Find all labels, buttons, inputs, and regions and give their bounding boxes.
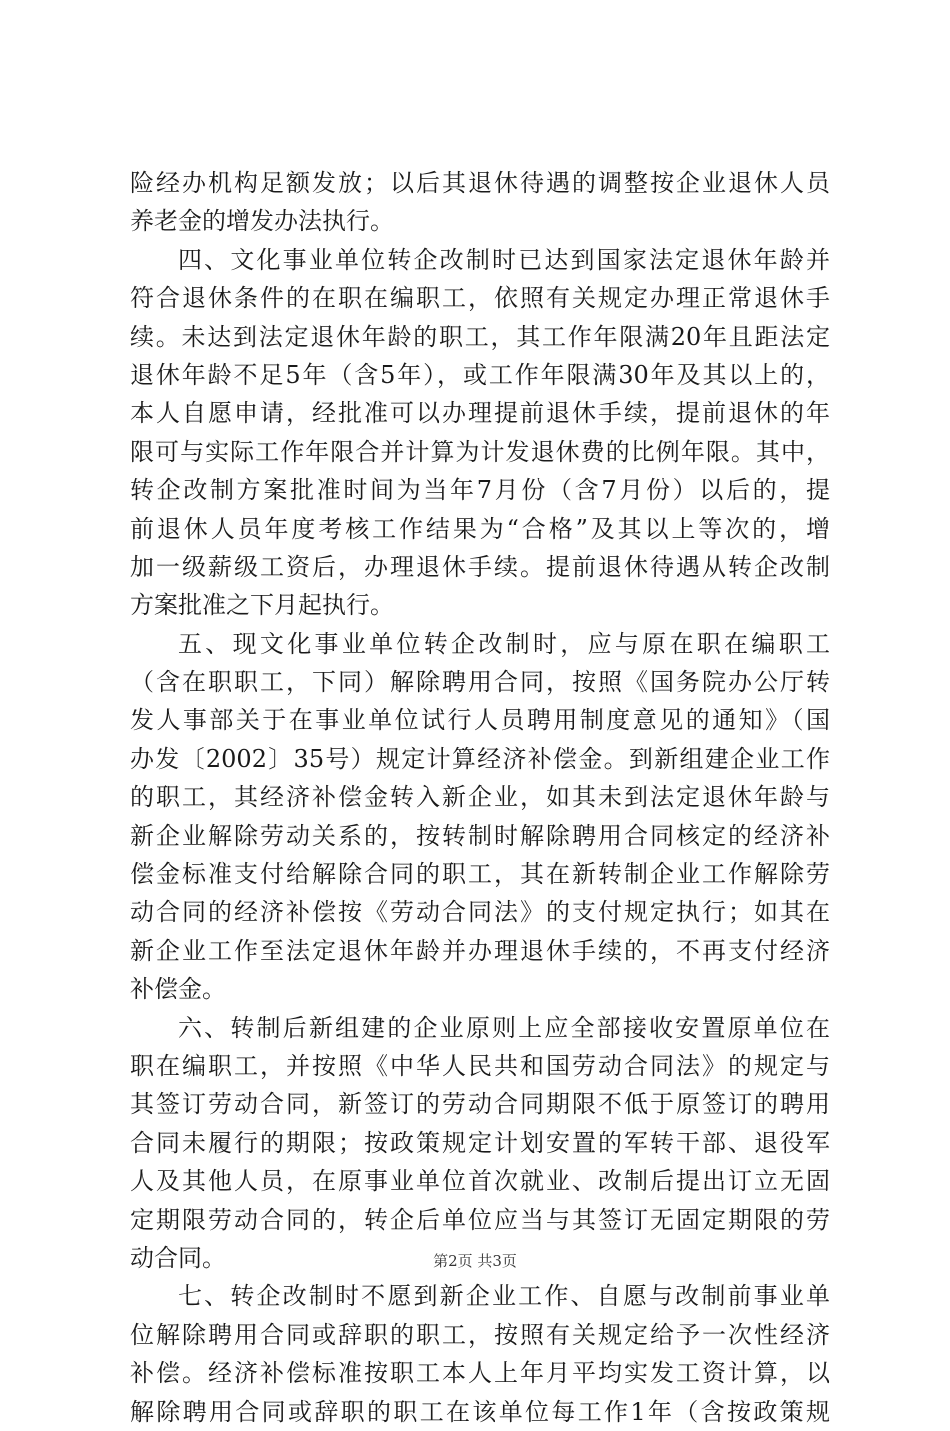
text-line: 加一级薪级工资后，办理退休手续。提前退休待遇从转企改制 [130, 552, 830, 581]
text-line: 新企业工作至法定退休年龄并办理退休手续的，不再支付经济 [130, 936, 830, 965]
paragraph-start-line: 四、文化事业单位转企改制时已达到国家法定退休年龄并 [178, 245, 830, 274]
document-body [130, 164, 830, 1431]
text-line: 合同未履行的期限；按政策规定计划安置的军转干部、退役军 [130, 1128, 830, 1157]
text-line: 位解除聘用合同或辞职的职工，按照有关规定给予一次性经济 [130, 1320, 830, 1349]
text-line: 限可与实际工作年限合并计算为计发退休费的比例年限。其中， [130, 437, 830, 466]
text-line: 前退休人员年度考核工作结果为“合格”及其以上等次的，增 [130, 514, 830, 543]
text-line: 职在编职工，并按照《中华人民共和国劳动合同法》的规定与 [130, 1051, 830, 1080]
text-line: 人及其他人员，在原事业单位首次就业、改制后提出订立无固 [130, 1167, 830, 1196]
text-line: 符合退休条件的在职在编职工，依照有关规定办理正常退休手 [130, 284, 830, 313]
text-line: 偿金标准支付给解除合同的职工，其在新转制企业工作解除劳 [130, 860, 830, 889]
paragraph-start-line: 七、转企改制时不愿到新企业工作、自愿与改制前事业单 [178, 1282, 830, 1311]
text-line: 其签订劳动合同，新签订的劳动合同期限不低于原签订的聘用 [130, 1090, 830, 1119]
text-line: 的职工，其经济补偿金转入新企业，如其未到法定退休年龄与 [130, 783, 830, 812]
text-line: 险经办机构足额发放；以后其退休待遇的调整按企业退休人员 [130, 169, 830, 197]
text-line: 补偿金。 [130, 975, 226, 1004]
text-line: 转企改制方案批准时间为当年7月份（含7月份）以后的，提 [130, 476, 830, 505]
text-line: 补偿。经济补偿标准按职工本人上年月平均实发工资计算，以 [130, 1359, 830, 1388]
paragraph-start-line: 五、现文化事业单位转企改制时，应与原在职在编职工 [178, 629, 830, 658]
text-line: 解除聘用合同或辞职的职工在该单位每工作1年（含按政策规 [130, 1397, 830, 1426]
paragraph-start-line: 六、转制后新组建的企业原则上应全部接收安置原单位在 [178, 1013, 830, 1042]
text-line: 发人事部关于在事业单位试行人员聘用制度意见的通知》（国 [130, 706, 830, 735]
text-line: 本人自愿申请，经批准可以办理提前退休手续，提前退休的年 [130, 399, 830, 428]
page-footer: 第2页 共3页 [433, 1252, 517, 1270]
text-line: 定期限劳动合同的，转企后单位应当与其签订无固定期限的劳 [130, 1205, 830, 1234]
text-line: （含在职职工，下同）解除聘用合同，按照《国务院办公厅转 [130, 668, 830, 697]
text-line: 养老金的增发办法执行。 [130, 207, 394, 236]
text-line: 方案批准之下月起执行。 [130, 591, 394, 620]
text-line: 退休年龄不足5年（含5年），或工作年限满30年及其以上的， [130, 360, 830, 389]
text-line: 办发〔2002〕35号）规定计算经济补偿金。到新组建企业工作 [130, 744, 830, 773]
text-line: 动合同。 [130, 1243, 226, 1272]
text-line: 新企业解除劳动关系的，按转制时解除聘用合同核定的经济补 [130, 821, 830, 850]
text-line: 动合同的经济补偿按《劳动合同法》的支付规定执行；如其在 [130, 898, 830, 927]
text-line: 续。未达到法定退休年龄的职工，其工作年限满20年且距法定 [130, 322, 830, 351]
